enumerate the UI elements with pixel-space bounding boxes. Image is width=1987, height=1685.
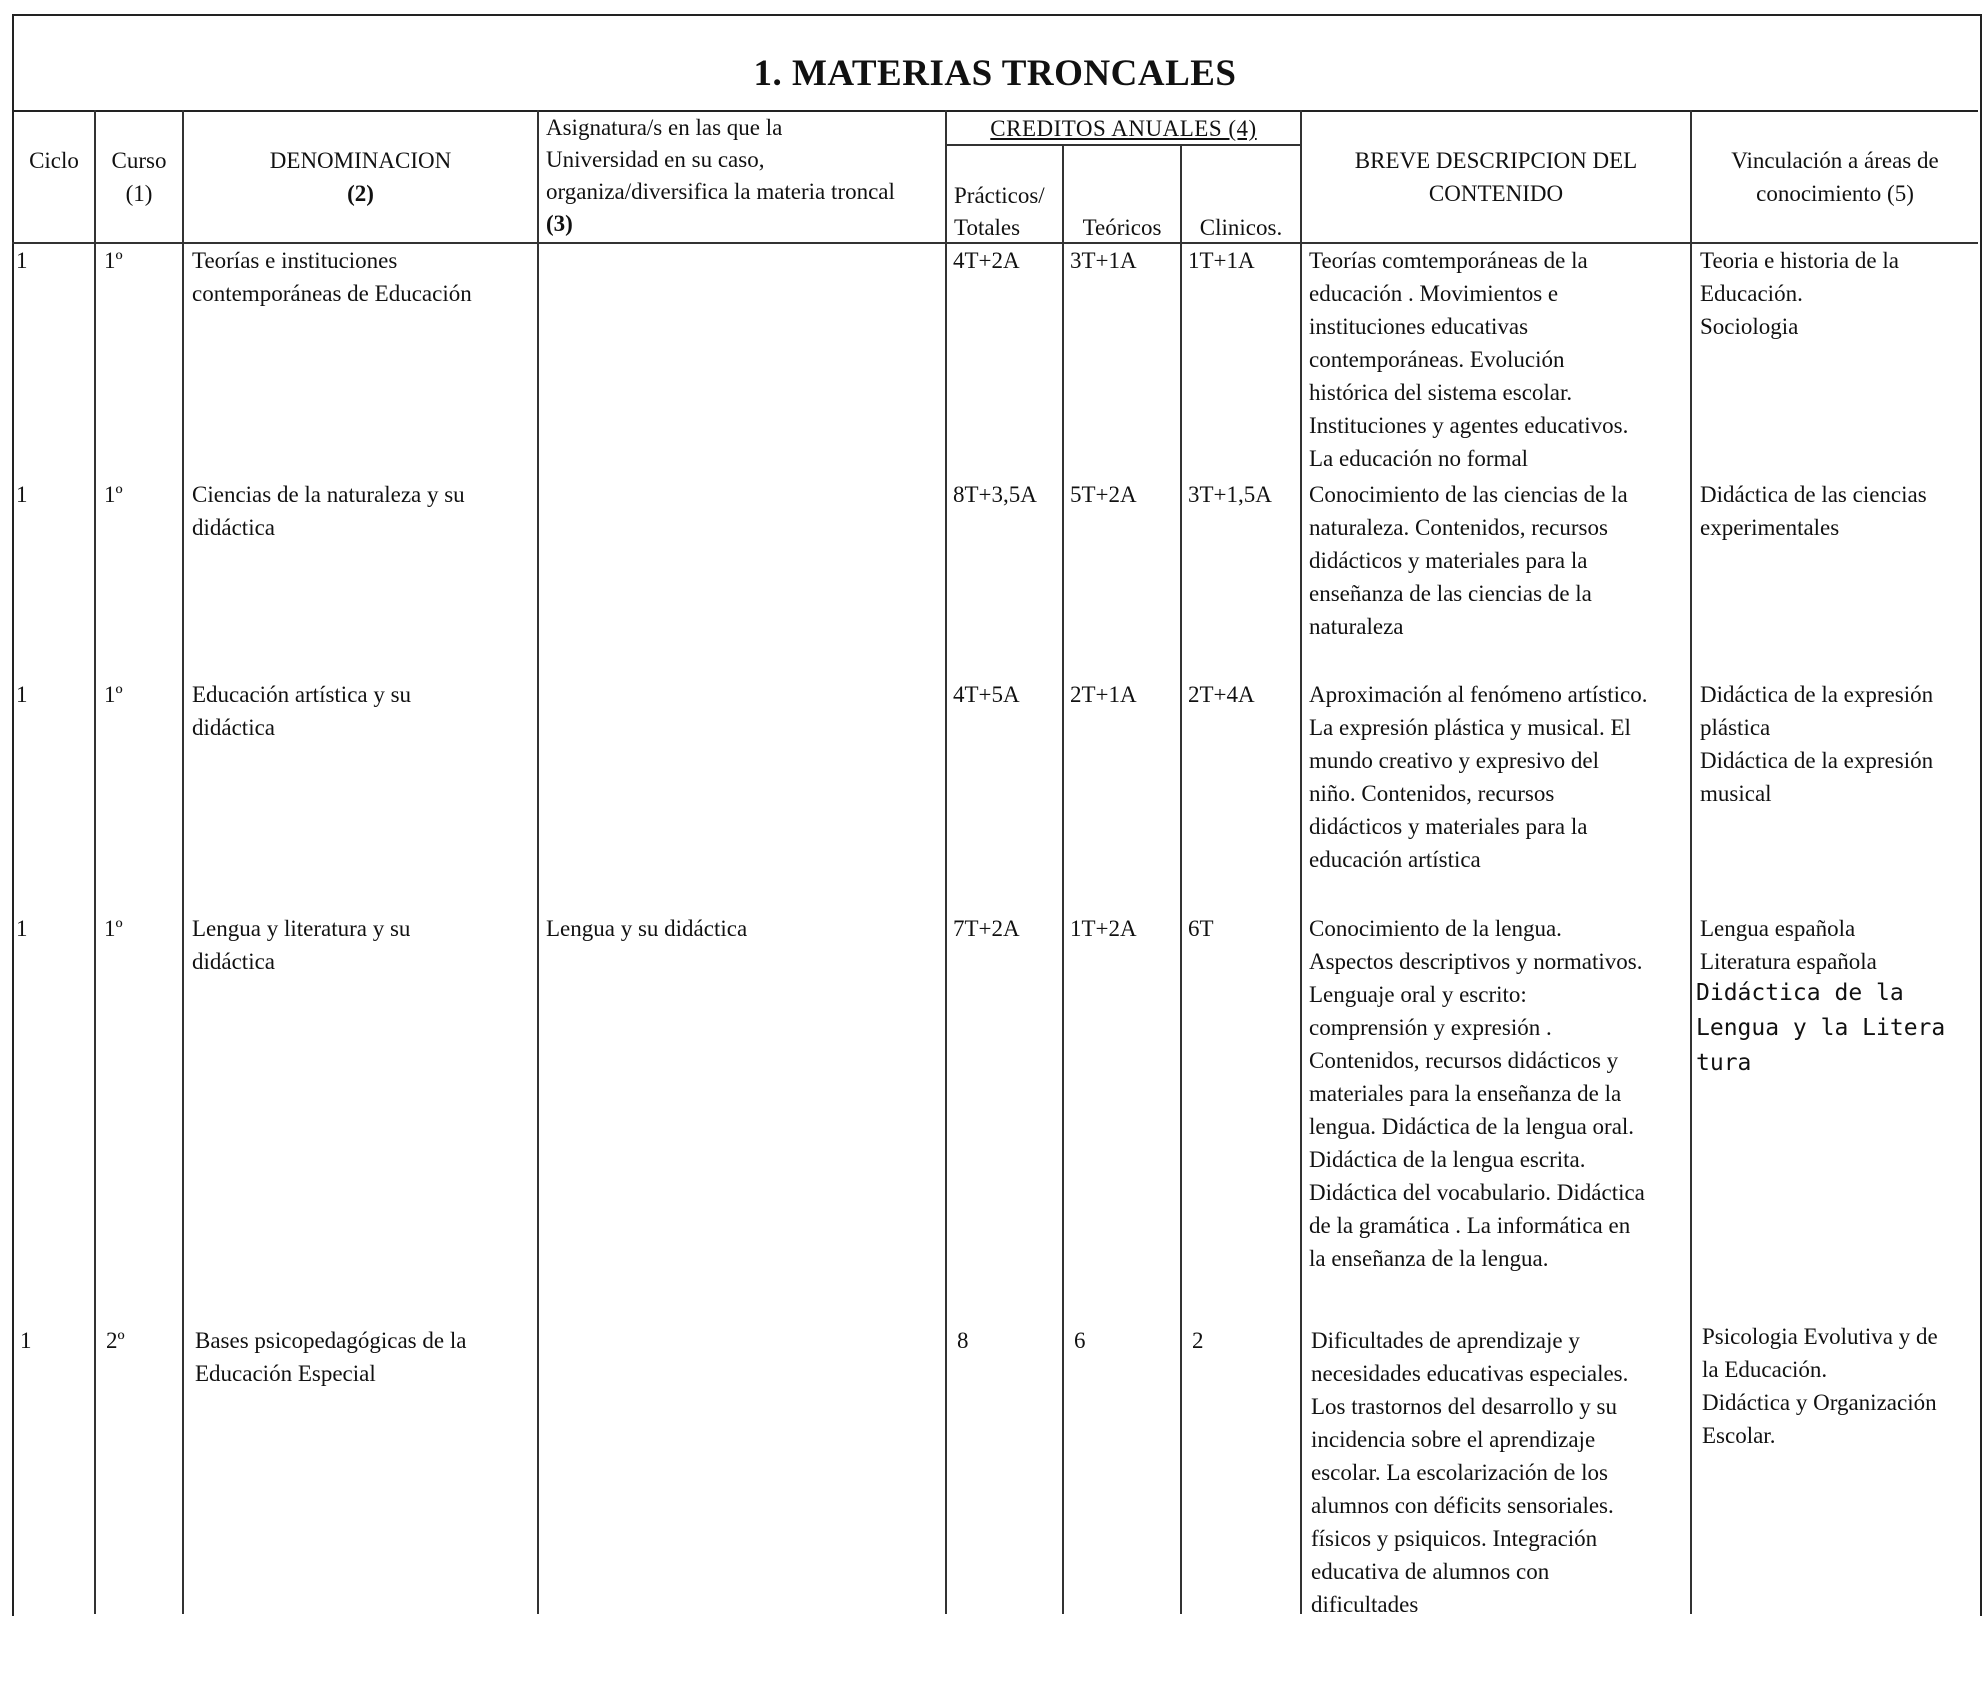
row5-descripcion: [1311, 1324, 1691, 1621]
header-descripcion: [1302, 144, 1690, 210]
vinculacion-line: Didáctica de la expresión: [1700, 748, 1934, 773]
row2-denominacion: [192, 478, 532, 544]
vinculacion-line: Sociologia: [1700, 314, 1799, 339]
col-divider: [945, 110, 947, 1614]
descripcion-line: materiales para la enseñanza de la: [1309, 1081, 1622, 1106]
denominacion-line: Educación Especial: [195, 1361, 376, 1386]
denominacion-line: contemporáneas de Educación: [192, 281, 472, 306]
col-divider: [94, 110, 96, 1614]
row3-teoricos: 2T+1A: [1070, 682, 1137, 707]
vinculacion-line: Literatura española: [1700, 949, 1877, 974]
col-divider: [1300, 110, 1302, 1614]
header-asignaturas-note: (3): [546, 211, 573, 236]
header-clinicos: Clinicos.: [1199, 215, 1283, 240]
row4-teoricos: 1T+2A: [1070, 916, 1137, 941]
descripcion-line: incidencia sobre el aprendizaje: [1311, 1427, 1596, 1452]
descripcion-line: La expresión plástica y musical. El: [1309, 715, 1631, 740]
vinculacion-line: Teoria e historia de la: [1700, 248, 1899, 273]
row5-curso: 2º: [106, 1328, 125, 1353]
header-vinculacion: [1692, 144, 1978, 210]
header-creditos-anuales: CREDITOS ANUALES (4): [990, 116, 1257, 141]
denominacion-line: didáctica: [192, 715, 276, 740]
denominacion-line: Lengua y literatura y su: [192, 916, 411, 941]
row1-vinculacion: [1700, 244, 1976, 343]
col-divider: [537, 110, 539, 1614]
row3-denominacion: [192, 678, 532, 744]
descripcion-line: mundo creativo y expresivo del: [1309, 748, 1599, 773]
header-vinculacion-line: conocimiento (5): [1756, 181, 1914, 206]
header-vinculacion-line: Vinculación a áreas de: [1731, 148, 1939, 173]
vinculacion-typed-line: tura: [1696, 1050, 1752, 1076]
row5-clinicos: 2: [1192, 1328, 1204, 1353]
vinculacion-line: Didáctica y Organización: [1702, 1390, 1937, 1415]
header-asignaturas-line: Universidad en su caso,: [546, 147, 765, 172]
row5-denominacion: [195, 1324, 535, 1390]
row1-ciclo: 1: [16, 248, 28, 273]
descripcion-line: instituciones educativas: [1309, 314, 1529, 339]
header-teoricos: Teóricos: [1082, 215, 1162, 240]
descripcion-line: dificultades: [1311, 1592, 1419, 1617]
descripcion-line: niño. Contenidos, recursos: [1309, 781, 1555, 806]
row4-descripcion: [1309, 912, 1691, 1275]
descripcion-line: necesidades educativas especiales.: [1311, 1361, 1629, 1386]
vinculacion-line: Educación.: [1700, 281, 1803, 306]
header-practicos-totales: [954, 180, 1062, 244]
descripcion-line: Didáctica del vocabulario. Didáctica: [1309, 1180, 1645, 1205]
denominacion-line: Teorías e instituciones: [192, 248, 398, 273]
descripcion-line: escolar. La escolarización de los: [1311, 1460, 1608, 1485]
row2-descripcion: [1309, 478, 1689, 643]
row3-totales: 4T+5A: [953, 682, 1020, 707]
header-practicos-line: Totales: [954, 215, 1021, 240]
row2-ciclo: 1: [16, 482, 28, 507]
col-divider: [1062, 146, 1064, 1614]
header-denominacion-label: DENOMINACION: [269, 148, 452, 173]
header-asignaturas: [546, 112, 946, 240]
row1-denominacion: [192, 244, 532, 310]
row2-teoricos: 5T+2A: [1070, 482, 1137, 507]
descripcion-line: comprensión y expresión .: [1309, 1015, 1552, 1040]
descripcion-line: educación artística: [1309, 847, 1481, 872]
vinculacion-typed-line: Didáctica de la: [1696, 980, 1904, 1006]
descripcion-line: didácticos y materiales para la: [1309, 814, 1588, 839]
vinculacion-typed-line: Lengua y la Litera: [1696, 1015, 1946, 1041]
row5-vinculacion: [1702, 1320, 1978, 1452]
header-denominacion: [184, 144, 537, 210]
descripcion-line: lengua. Didáctica de la lengua oral.: [1309, 1114, 1635, 1139]
page-title: 1. MATERIAS TRONCALES: [12, 14, 1978, 112]
descripcion-line: educación . Movimientos e: [1309, 281, 1559, 306]
row4-asignatura: Lengua y su didáctica: [546, 916, 748, 941]
descripcion-line: Aproximación al fenómeno artístico.: [1309, 682, 1648, 707]
row4-ciclo: 1: [16, 916, 28, 941]
header-descripcion-line: BREVE DESCRIPCION DEL: [1354, 148, 1638, 173]
header-curso: [96, 144, 182, 210]
header-ciclo: Ciclo: [29, 148, 79, 173]
header-descripcion-line: CONTENIDO: [1428, 181, 1564, 206]
descripcion-line: Aspectos descriptivos y normativos.: [1309, 949, 1643, 974]
col-divider: [1180, 146, 1182, 1614]
denominacion-line: didáctica: [192, 515, 276, 540]
row4-totales: 7T+2A: [953, 916, 1020, 941]
descripcion-line: Instituciones y agentes educativos.: [1309, 413, 1629, 438]
vinculacion-line: Escolar.: [1702, 1423, 1776, 1448]
vinculacion-line: Didáctica de la expresión: [1700, 682, 1934, 707]
descripcion-line: enseñanza de las ciencias de la: [1309, 581, 1592, 606]
header-curso-label: Curso: [111, 148, 167, 173]
row1-descripcion: [1309, 244, 1689, 475]
header-curso-note: (1): [125, 181, 153, 206]
row4-curso: 1º: [104, 916, 123, 941]
row1-curso: 1º: [104, 248, 123, 273]
descripcion-line: Lenguaje oral y escrito:: [1309, 982, 1527, 1007]
header-practicos-line: Prácticos/: [954, 183, 1045, 208]
header-asignaturas-line: organiza/diversifica la materia troncal: [546, 179, 895, 204]
vinculacion-line: experimentales: [1700, 515, 1840, 540]
descripcion-line: Teorías comtemporáneas de la: [1309, 248, 1588, 273]
row1-totales: 4T+2A: [953, 248, 1020, 273]
denominacion-line: didáctica: [192, 949, 276, 974]
vinculacion-line: Didáctica de las ciencias: [1700, 482, 1927, 507]
descripcion-line: Dificultades de aprendizaje y: [1311, 1328, 1580, 1353]
descripcion-line: contemporáneas. Evolución: [1309, 347, 1565, 372]
vinculacion-line: musical: [1700, 781, 1772, 806]
descripcion-line: Los trastornos del desarrollo y su: [1311, 1394, 1617, 1419]
denominacion-line: Bases psicopedagógicas de la: [195, 1328, 467, 1353]
vinculacion-line: Lengua española: [1700, 916, 1856, 941]
descripcion-line: La educación no formal: [1309, 446, 1529, 471]
row5-totales: 8: [957, 1328, 969, 1353]
descripcion-line: de la gramática . La informática en: [1309, 1213, 1631, 1238]
descripcion-line: naturaleza. Contenidos, recursos: [1309, 515, 1608, 540]
col-divider: [182, 110, 184, 1614]
row2-vinculacion: [1700, 478, 1976, 544]
row4-denominacion: [192, 912, 532, 978]
row2-clinicos: 3T+1,5A: [1188, 482, 1272, 507]
denominacion-line: Ciencias de la naturaleza y su: [192, 482, 465, 507]
descripcion-line: Conocimiento de las ciencias de la: [1309, 482, 1628, 507]
descripcion-line: educativa de alumnos con: [1311, 1559, 1550, 1584]
row1-clinicos: 1T+1A: [1188, 248, 1255, 273]
row3-vinculacion: [1700, 678, 1976, 810]
descripcion-line: alumnos con déficits sensoriales.: [1311, 1493, 1614, 1518]
row5-ciclo: 1: [20, 1328, 32, 1353]
vinculacion-line: la Educación.: [1702, 1357, 1828, 1382]
row4-vinculacion: [1700, 912, 1976, 978]
descripcion-line: Didáctica de la lengua escrita.: [1309, 1147, 1586, 1172]
descripcion-line: la enseñanza de la lengua.: [1309, 1246, 1549, 1271]
header-asignaturas-line: Asignatura/s en las que la: [546, 115, 783, 140]
row1-teoricos: 3T+1A: [1070, 248, 1137, 273]
row3-curso: 1º: [104, 682, 123, 707]
descripcion-line: histórica del sistema escolar.: [1309, 380, 1573, 405]
vinculacion-line: Psicologia Evolutiva y de: [1702, 1324, 1938, 1349]
denominacion-line: Educación artística y su: [192, 682, 412, 707]
row5-teoricos: 6: [1074, 1328, 1086, 1353]
vinculacion-line: plástica: [1700, 715, 1771, 740]
descripcion-line: físicos y psiquicos. Integración: [1311, 1526, 1598, 1551]
header-denominacion-note: (2): [347, 181, 374, 206]
descripcion-line: didácticos y materiales para la: [1309, 548, 1588, 573]
row4-vinculacion-typed: [1696, 976, 1976, 1081]
row3-clinicos: 2T+4A: [1188, 682, 1255, 707]
descripcion-line: Conocimiento de la lengua.: [1309, 916, 1562, 941]
row2-totales: 8T+3,5A: [953, 482, 1037, 507]
descripcion-line: naturaleza: [1309, 614, 1404, 639]
row4-clinicos: 6T: [1188, 916, 1214, 941]
row3-ciclo: 1: [16, 682, 28, 707]
descripcion-line: Contenidos, recursos didácticos y: [1309, 1048, 1619, 1073]
row3-descripcion: [1309, 678, 1691, 876]
materias-troncales-table: [12, 14, 1980, 1617]
row2-curso: 1º: [104, 482, 123, 507]
